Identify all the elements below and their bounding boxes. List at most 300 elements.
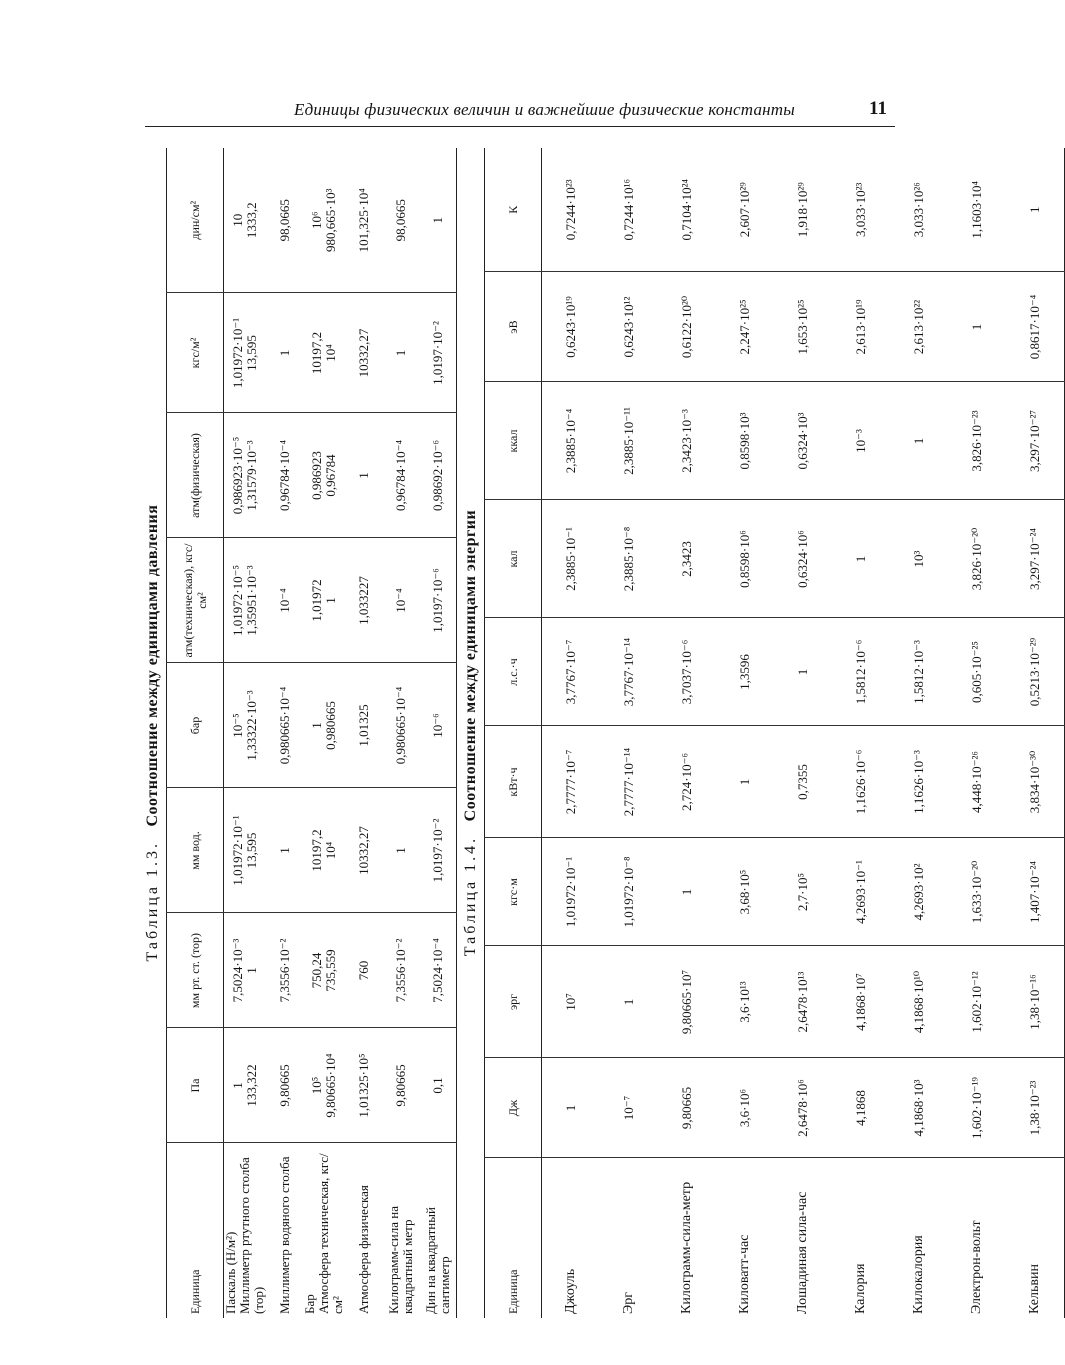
table-cell xyxy=(716,382,774,500)
table-cell xyxy=(542,946,601,1058)
table-cell xyxy=(542,726,601,838)
table-cell xyxy=(224,413,267,538)
table-cell xyxy=(303,788,345,913)
cell-text: 3,6·10¹³ xyxy=(737,981,752,1023)
cell-text: 0,98692·10⁻⁶ xyxy=(429,440,445,511)
table-cell xyxy=(542,1058,601,1158)
cell-text: 1,633·10⁻²⁰ xyxy=(969,860,984,924)
cell-text: 0,6324·10⁶ xyxy=(795,530,810,588)
cell-text: 0,1 xyxy=(429,1077,445,1094)
cell-text: Кельвин xyxy=(1027,1264,1042,1314)
table-cell xyxy=(600,382,658,500)
running-head xyxy=(120,98,895,128)
cell-text: 1 133,322 xyxy=(230,1064,259,1107)
cell-text: 2,613·10²² xyxy=(911,299,926,355)
cell-text: 1,01972·10⁻⁸ xyxy=(621,856,636,928)
cell-text: 1,01972·10⁻¹ xyxy=(563,856,578,928)
table-cell xyxy=(266,413,303,538)
cell-text: 4,1868·10³ xyxy=(911,1079,926,1137)
cell-text: 1,1626·10⁻⁶ xyxy=(853,749,868,815)
cell-text: 1,653·10²⁵ xyxy=(795,299,810,355)
cell-text: 0,6243·10¹⁹ xyxy=(563,296,578,358)
cell-text: 10197,2 10⁴ xyxy=(309,331,338,375)
table-cell xyxy=(303,148,345,293)
cell-text: Лошадиная сила-час xyxy=(795,1191,810,1314)
cell-text: 4,2693·10⁻¹ xyxy=(853,860,868,924)
cell-text: 0,96784·10⁻⁴ xyxy=(392,440,408,511)
column-header: кгс/м² xyxy=(167,293,224,413)
rotated-content xyxy=(140,148,1042,1318)
cell-text: 1,3596 xyxy=(737,654,752,690)
column-header: Па xyxy=(167,1028,224,1143)
cell-text: 4,1868 xyxy=(853,1090,868,1126)
cell-text: Калория xyxy=(853,1263,868,1314)
table-1-3-number: Таблица 1.3. xyxy=(144,841,161,962)
table-cell xyxy=(600,618,658,726)
column-header: Единица xyxy=(485,1158,542,1318)
cell-text: 0,7355 xyxy=(795,764,810,800)
table-row xyxy=(832,148,890,1318)
table-cell xyxy=(1006,272,1065,382)
column-header: атм(техническая), кгс/см² xyxy=(167,538,224,663)
cell-text: 2,3423 xyxy=(679,541,694,577)
table-1-3-block xyxy=(140,148,457,1318)
page-number: 11 xyxy=(869,98,887,119)
table-cell xyxy=(774,272,832,382)
row-label xyxy=(542,1158,601,1318)
table-row xyxy=(948,148,1006,1318)
table-row xyxy=(419,148,457,1318)
table-cell xyxy=(224,538,267,663)
cell-text: 4,2693·10² xyxy=(911,863,926,921)
cell-text: 0,96784·10⁻⁴ xyxy=(276,440,292,511)
cell-text: Килограмм-сила-метр xyxy=(679,1181,694,1314)
table-row xyxy=(716,148,774,1318)
table-cell xyxy=(658,946,716,1058)
table-cell xyxy=(303,413,345,538)
cell-text: 10⁷ xyxy=(563,993,578,1011)
cell-text: 1 xyxy=(392,349,408,357)
cell-text: 1,0197·10⁻² xyxy=(429,321,445,385)
cell-text: 10⁻⁴ xyxy=(392,588,408,613)
table-cell xyxy=(345,663,382,788)
table-cell xyxy=(832,500,890,618)
table-cell xyxy=(1006,946,1065,1058)
column-header: мм вод. xyxy=(167,788,224,913)
table-cell xyxy=(948,726,1006,838)
column-header: мм рт. ст. (тор) xyxy=(167,913,224,1028)
table-cell xyxy=(542,500,601,618)
cell-text: 1,407·10⁻²⁴ xyxy=(1027,861,1042,923)
table-row xyxy=(1006,148,1065,1318)
cell-text: 2,7777·10⁻⁷ xyxy=(563,749,578,815)
table-cell xyxy=(419,538,457,663)
table-cell xyxy=(948,946,1006,1058)
table-cell xyxy=(224,788,267,913)
table-cell xyxy=(716,148,774,272)
table-cell xyxy=(890,946,948,1058)
table-cell xyxy=(224,148,267,293)
table-cell xyxy=(890,838,948,946)
cell-text: 1 xyxy=(737,778,752,786)
cell-text: 0,5213·10⁻²⁹ xyxy=(1027,637,1042,707)
cell-text: 1,602·10⁻¹⁹ xyxy=(969,1077,984,1139)
cell-text: 3,7037·10⁻⁶ xyxy=(679,639,694,705)
cell-text: 1 xyxy=(355,472,371,479)
table-cell xyxy=(890,500,948,618)
cell-text: 1,0197·10⁻⁶ xyxy=(429,568,445,633)
table-1-4-caption xyxy=(458,148,484,1318)
cell-text: Киловатт-час xyxy=(737,1234,752,1314)
table-cell xyxy=(948,382,1006,500)
table-cell xyxy=(890,148,948,272)
cell-text: 1 xyxy=(276,847,292,854)
table-row xyxy=(600,148,658,1318)
table-cell xyxy=(890,726,948,838)
cell-text: 1,38·10⁻²³ xyxy=(1027,1080,1042,1136)
table-cell xyxy=(948,272,1006,382)
cell-text: 0,7104·10²⁴ xyxy=(679,179,694,241)
cell-text: 1,01325·10⁵ xyxy=(355,1053,371,1118)
table-cell xyxy=(382,148,419,293)
table-cell xyxy=(774,946,832,1058)
table-cell xyxy=(774,838,832,946)
table-cell xyxy=(382,663,419,788)
cell-text: 4,1868·10¹⁰ xyxy=(911,970,926,1034)
column-header: кгс·м xyxy=(485,838,542,946)
table-cell xyxy=(658,1058,716,1158)
cell-text: 3,297·10⁻²⁷ xyxy=(1027,410,1042,472)
cell-text: 1 xyxy=(429,217,445,224)
row-label xyxy=(890,1158,948,1318)
table-cell xyxy=(345,148,382,293)
table-cell xyxy=(345,293,382,413)
table-cell xyxy=(600,148,658,272)
cell-text: 0,7244·10¹⁶ xyxy=(621,179,636,241)
row-label xyxy=(948,1158,1006,1318)
table-cell xyxy=(345,1028,382,1143)
table-cell xyxy=(266,663,303,788)
cell-text: 4,1868·10⁷ xyxy=(853,973,868,1031)
column-header: кВт·ч xyxy=(485,726,542,838)
table-cell xyxy=(774,500,832,618)
table-row xyxy=(345,148,382,1318)
table-cell xyxy=(774,1058,832,1158)
column-header: атм(физическая) xyxy=(167,413,224,538)
table-cell xyxy=(1006,382,1065,500)
cell-text: Килограмм-сила на квадратный метр xyxy=(385,1206,415,1314)
column-header: ккал xyxy=(485,382,542,500)
cell-text: 7,5024·10⁻³ 1 xyxy=(230,938,259,1003)
table-cell xyxy=(419,663,457,788)
pressure-table xyxy=(166,148,457,1318)
table-cell xyxy=(382,913,419,1028)
column-header: Дж xyxy=(485,1058,542,1158)
table-cell xyxy=(224,293,267,413)
table-cell xyxy=(1006,1058,1065,1158)
table-cell xyxy=(832,382,890,500)
cell-text: 1 xyxy=(969,323,984,331)
cell-text: 1,602·10⁻¹² xyxy=(969,971,984,1033)
table-cell xyxy=(1006,726,1065,838)
cell-text: 10⁶ 980,665·10³ xyxy=(309,188,338,252)
table-cell xyxy=(382,538,419,663)
table-row xyxy=(266,148,303,1318)
table-row xyxy=(658,148,716,1318)
row-label xyxy=(266,1143,303,1318)
cell-text: 10⁵ 9,80665·10⁴ xyxy=(309,1053,338,1118)
cell-text: 10 1333,2 xyxy=(230,202,259,239)
table-row xyxy=(224,148,267,1318)
energy-table xyxy=(484,148,1065,1318)
table-row xyxy=(890,148,948,1318)
table-cell xyxy=(832,838,890,946)
cell-text: 2,3885·10⁻⁴ xyxy=(563,408,578,474)
table-cell xyxy=(600,500,658,618)
cell-text: 2,3885·10⁻¹¹ xyxy=(621,407,636,475)
cell-text: 0,6324·10³ xyxy=(795,412,810,470)
cell-text: 0,986923·10⁻⁵ 1,31579·10⁻³ xyxy=(230,436,259,515)
cell-text: 1 xyxy=(679,888,694,896)
table-cell xyxy=(716,500,774,618)
table-cell xyxy=(382,1028,419,1143)
cell-text: 1,01972·10⁻¹ 13,595 xyxy=(230,815,259,886)
cell-text: 2,613·10¹⁹ xyxy=(853,299,868,355)
pressure-table-header xyxy=(167,148,224,1318)
table-cell xyxy=(1006,838,1065,946)
cell-text: 10332,27 xyxy=(355,328,371,378)
table-cell xyxy=(345,913,382,1028)
table-cell xyxy=(890,382,948,500)
cell-text: 9,80665·10⁷ xyxy=(679,969,694,1035)
table-cell xyxy=(419,788,457,913)
table-cell xyxy=(303,913,345,1028)
cell-text: 1,01972·10⁻⁵ 1,35951·10⁻³ xyxy=(230,565,259,636)
table-cell xyxy=(382,788,419,913)
cell-text: 1,01972 1 xyxy=(309,579,338,622)
cell-text: 3,7767·10⁻⁷ xyxy=(563,639,578,705)
cell-text: 0,7244·10²³ xyxy=(563,179,578,241)
cell-text: 2,3885·10⁻⁸ xyxy=(621,526,636,592)
row-label xyxy=(832,1158,890,1318)
cell-text: 10⁻⁵ 1,33322·10⁻³ xyxy=(230,690,259,761)
table-cell xyxy=(266,1028,303,1143)
table-cell xyxy=(542,382,601,500)
table-cell xyxy=(266,148,303,293)
column-header: К xyxy=(485,148,542,272)
table-cell xyxy=(774,148,832,272)
table-cell xyxy=(658,838,716,946)
table-cell xyxy=(774,618,832,726)
cell-text: 0,8598·10³ xyxy=(737,412,752,470)
table-cell xyxy=(419,148,457,293)
cell-text: 10⁻⁴ xyxy=(276,588,292,613)
cell-text: Электрон-вольт xyxy=(969,1220,984,1314)
table-cell xyxy=(419,913,457,1028)
table-cell xyxy=(224,663,267,788)
cell-text: 0,8598·10⁶ xyxy=(737,530,752,588)
table-cell xyxy=(716,618,774,726)
table-1-3-title: Соотношение между единицами давления xyxy=(144,504,161,827)
cell-text: 0,6122·10²⁰ xyxy=(679,295,694,359)
table-cell xyxy=(382,293,419,413)
cell-text: 7,3556·10⁻² xyxy=(276,938,292,1003)
cell-text: 1,0197·10⁻² xyxy=(429,818,445,883)
row-label xyxy=(224,1143,267,1318)
row-label xyxy=(382,1143,419,1318)
column-header: дин/см² xyxy=(167,148,224,293)
table-cell xyxy=(419,293,457,413)
cell-text: 2,7·10⁵ xyxy=(795,872,810,912)
cell-text: 3,033·10²⁶ xyxy=(911,182,926,238)
cell-text: 2,3885·10⁻¹ xyxy=(563,527,578,591)
table-cell xyxy=(542,148,601,272)
table-cell xyxy=(345,788,382,913)
table-cell xyxy=(716,272,774,382)
cell-text: 0,6243·10¹² xyxy=(621,296,636,358)
cell-text: 3,68·10⁵ xyxy=(737,869,752,915)
cell-text: 3,826·10⁻²³ xyxy=(969,410,984,472)
column-header: л.с.·ч xyxy=(485,618,542,726)
table-cell xyxy=(224,1028,267,1143)
table-cell xyxy=(716,726,774,838)
table-cell xyxy=(419,1028,457,1143)
table-cell xyxy=(890,1058,948,1158)
table-row xyxy=(303,148,345,1318)
cell-text: 0,980665·10⁻⁴ xyxy=(392,686,408,765)
cell-text: Джоуль xyxy=(563,1268,578,1314)
cell-text: 1,01325 xyxy=(355,704,371,747)
row-label xyxy=(303,1143,345,1318)
cell-text: 98,0665 xyxy=(392,199,408,242)
cell-text: 2,724·10⁻⁶ xyxy=(679,753,694,811)
cell-text: 3,6·10⁶ xyxy=(737,1088,752,1128)
cell-text: 1 xyxy=(563,1104,578,1112)
table-cell xyxy=(542,618,601,726)
cell-text: 1 xyxy=(1027,206,1042,213)
table-cell xyxy=(345,413,382,538)
table-cell xyxy=(600,838,658,946)
table-1-4-number: Таблица 1.4. xyxy=(462,835,479,957)
table-cell xyxy=(832,1058,890,1158)
table-cell xyxy=(890,272,948,382)
column-header: Единица xyxy=(167,1143,224,1318)
table-cell xyxy=(419,413,457,538)
table-cell xyxy=(1006,148,1065,272)
cell-text: 7,3556·10⁻² xyxy=(392,938,408,1003)
table-cell xyxy=(600,726,658,838)
cell-text: 3,826·10⁻²⁰ xyxy=(969,527,984,591)
cell-text: 10⁻³ xyxy=(853,429,868,453)
cell-text: Миллиметр водяного столба xyxy=(276,1156,292,1314)
cell-text: 0,8617·10⁻⁴ xyxy=(1027,294,1042,360)
cell-text: 1,918·10²⁹ xyxy=(795,182,810,238)
cell-text: 3,7767·10⁻¹⁴ xyxy=(621,637,636,707)
cell-text: 2,7777·10⁻¹⁴ xyxy=(621,747,636,817)
cell-text: 1,5812·10⁻⁶ xyxy=(853,639,868,705)
table-cell xyxy=(303,293,345,413)
cell-text: Килокалория xyxy=(911,1235,926,1314)
table-cell xyxy=(774,382,832,500)
table-cell xyxy=(948,618,1006,726)
cell-text: 4,448·10⁻²⁶ xyxy=(969,751,984,813)
table-cell xyxy=(658,500,716,618)
table-cell xyxy=(774,726,832,838)
table-cell xyxy=(1006,618,1065,726)
cell-text: 10⁻⁷ xyxy=(621,1095,636,1121)
table-cell xyxy=(890,618,948,726)
table-cell xyxy=(345,538,382,663)
table-1-3-caption xyxy=(140,148,166,1318)
running-head-title: Единицы физических величин и важнейшие физические константы xyxy=(294,100,795,119)
cell-text: 2,607·10²⁹ xyxy=(737,182,752,238)
cell-text: 3,297·10⁻²⁴ xyxy=(1027,528,1042,590)
cell-text: 1 xyxy=(392,847,408,854)
table-cell xyxy=(832,148,890,272)
pressure-table-body xyxy=(224,148,457,1318)
table-cell xyxy=(542,838,601,946)
table-cell xyxy=(303,1028,345,1143)
cell-text: 9,80665 xyxy=(392,1064,408,1107)
table-cell xyxy=(266,538,303,663)
cell-text: 1 xyxy=(621,998,636,1006)
energy-table-body xyxy=(542,148,1065,1318)
table-cell xyxy=(832,618,890,726)
table-cell xyxy=(658,726,716,838)
cell-text: 9,80665 xyxy=(679,1086,694,1130)
table-cell xyxy=(716,838,774,946)
cell-text: Эрг xyxy=(621,1292,636,1314)
row-label xyxy=(600,1158,658,1318)
table-cell xyxy=(658,148,716,272)
table-cell xyxy=(832,272,890,382)
table-cell xyxy=(266,293,303,413)
table-cell xyxy=(948,1058,1006,1158)
cell-text: 10⁻⁶ xyxy=(429,713,445,738)
cell-text: 1 xyxy=(795,668,810,676)
table-cell xyxy=(948,500,1006,618)
cell-text: 9,80665 xyxy=(276,1064,292,1107)
column-header: эрг xyxy=(485,946,542,1058)
column-header: кал xyxy=(485,500,542,618)
table-1-4-block xyxy=(458,148,1065,1318)
table-row xyxy=(382,148,419,1318)
cell-text: 101,325·10⁴ xyxy=(355,188,371,253)
cell-text: 760 xyxy=(355,960,371,981)
table-cell xyxy=(266,788,303,913)
cell-text: 2,6478·10⁶ xyxy=(795,1079,810,1137)
cell-text: 0,986923 0,96784 xyxy=(309,451,338,500)
cell-text: Бар Атмосфера техническая, кгс/см² xyxy=(302,1153,345,1314)
cell-text: 1 xyxy=(853,555,868,563)
cell-text: 1 0,980665 xyxy=(309,701,338,750)
cell-text: Паскаль (Н/м²) Миллиметр ртутного столба (тор) xyxy=(223,1157,266,1314)
cell-text: 3,033·10²³ xyxy=(853,182,868,237)
table-cell xyxy=(303,663,345,788)
cell-text: 98,0665 xyxy=(276,199,292,242)
table-cell xyxy=(224,913,267,1028)
table-cell xyxy=(832,726,890,838)
energy-table-header xyxy=(485,148,542,1318)
cell-text: 1 xyxy=(911,437,926,445)
cell-text: Атмосфера физическая xyxy=(355,1185,371,1314)
table-row xyxy=(774,148,832,1318)
row-label xyxy=(1006,1158,1065,1318)
table-1-4-title: Соотношение между единицами энергии xyxy=(462,509,479,822)
cell-text: 1,1603·10⁴ xyxy=(969,180,984,239)
table-cell xyxy=(600,1058,658,1158)
row-label xyxy=(716,1158,774,1318)
